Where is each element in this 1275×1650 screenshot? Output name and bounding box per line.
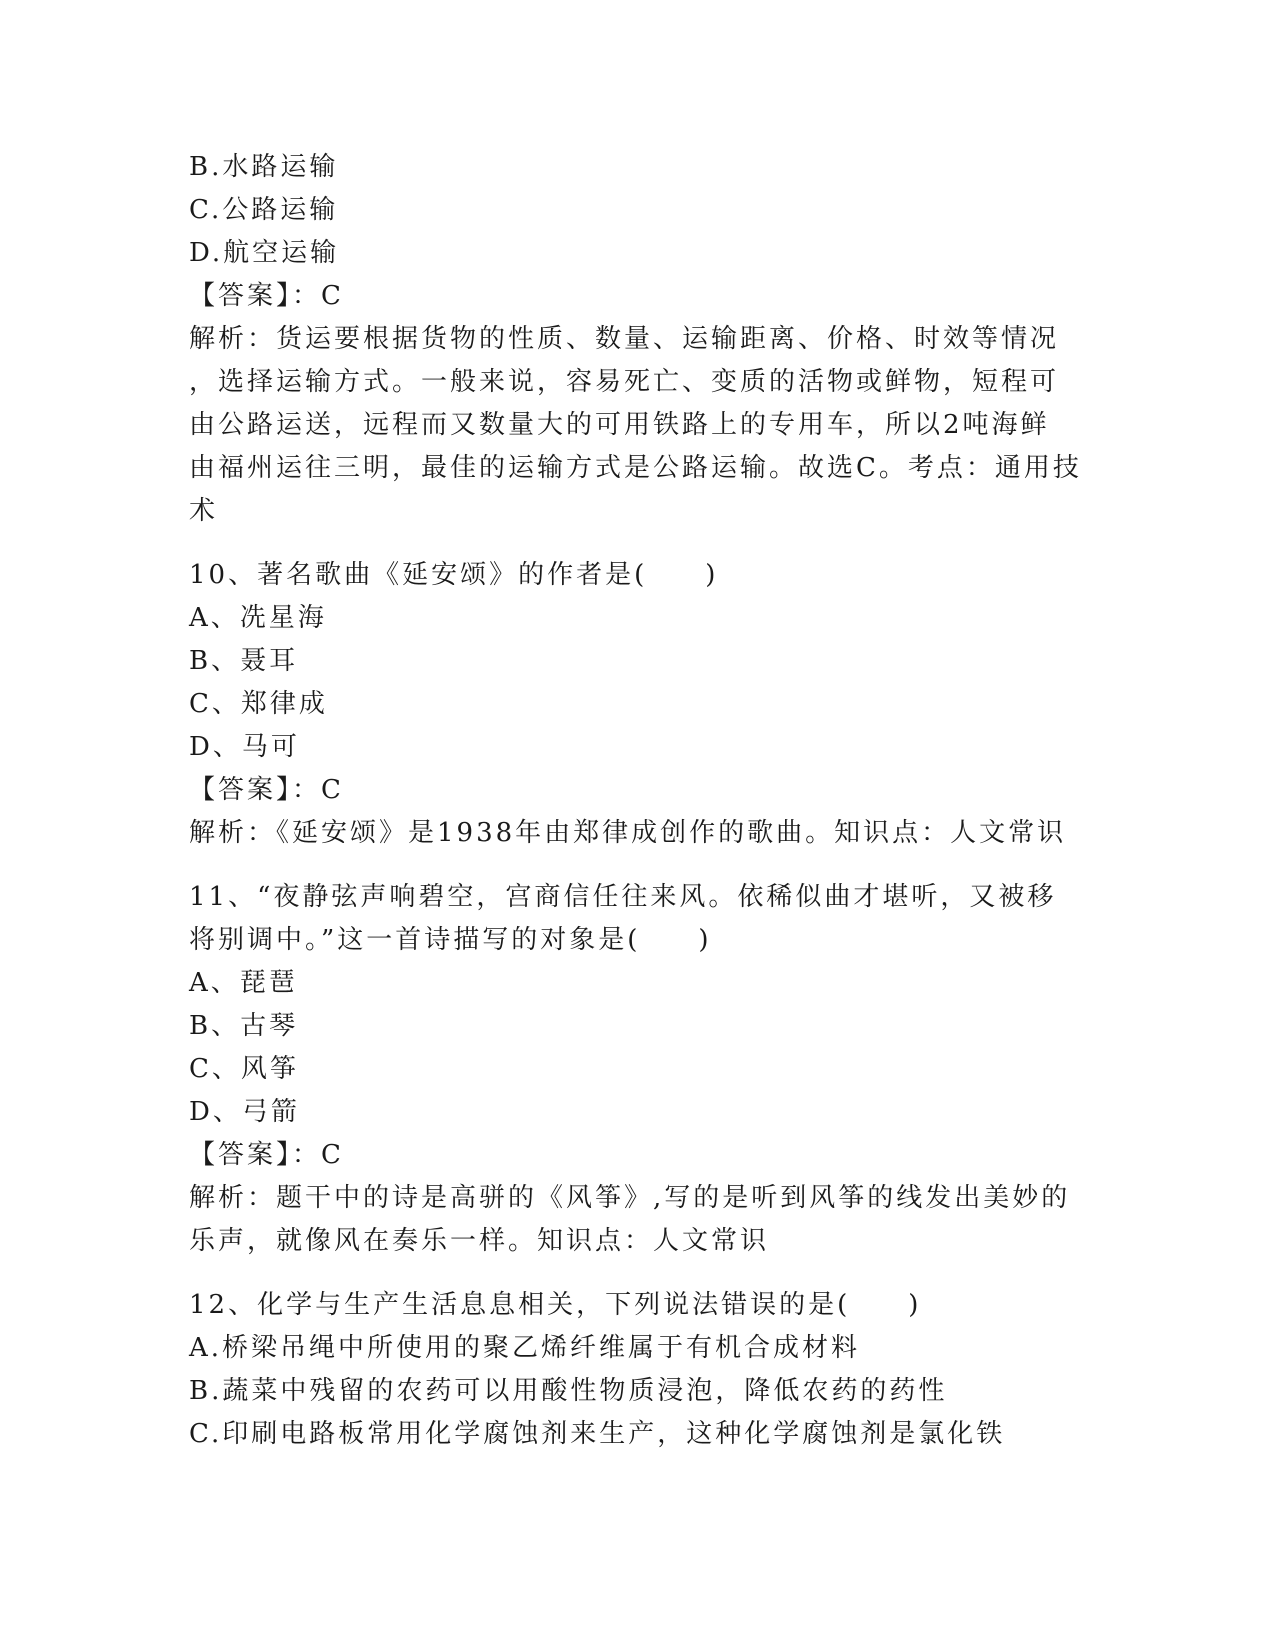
question-12-block [189,1284,1089,1456]
q10-option-b: B、聂耳 [189,646,299,676]
q9-option-c: C.公路运输 [189,195,339,225]
q10-option-d: D、马可 [189,732,300,762]
q12-option-c: C.印刷电路板常用化学腐蚀剂来生产，这种化学腐蚀剂是氯化铁 [189,1419,1006,1449]
q10-option-a: A、冼星海 [189,603,327,633]
question-10-block [189,554,1089,855]
q11-option-d: D、弓箭 [189,1097,300,1127]
q11-answer: 【答案】：C [189,1140,344,1170]
q9-option-b: B.水路运输 [189,152,339,182]
q10-analysis-line-1: 解析：《延安颂》是1938年由郑律成创作的歌曲。知识点：人文常识 [189,818,1067,848]
q9-answer: 【答案】：C [189,281,344,311]
q9-analysis-line-1: 解析：货运要根据货物的性质、数量、运输距离、价格、时效等情况 [189,324,1060,354]
q12-option-a: A.桥梁吊绳中所使用的聚乙烯纤维属于有机合成材料 [189,1333,861,1363]
question-11-block [189,876,1089,1263]
q11-option-b: B、古琴 [189,1011,299,1041]
q11-analysis-line-2: 乐声，就像风在奏乐一样。知识点：人文常识 [189,1226,770,1256]
q9-analysis-line-2: ，选择运输方式。一般来说，容易死亡、变质的活物或鲜物，短程可 [189,367,1060,397]
q9-analysis-line-4: 由福州运往三明，最佳的运输方式是公路运输。故选C。考点：通用技 [189,453,1082,483]
q9-analysis-line-5: 术 [189,496,219,526]
spacer [189,1263,1089,1284]
q9-option-d: D.航空运输 [189,238,340,268]
q11-question-line-1: 11、“夜静弦声响碧空，宫商信任往来风。依稀似曲才堪听，又被移 [189,882,1057,912]
q10-answer: 【答案】：C [189,775,344,805]
document-page [189,146,1089,1456]
q10-option-c: C、郑律成 [189,689,328,719]
q12-question: 12、化学与生产生活息息相关，下列说法错误的是( ) [189,1290,922,1320]
q9-analysis-line-3: 由公路运送，远程而又数量大的可用铁路上的专用车，所以2吨海鲜 [189,410,1050,440]
q10-question: 10、著名歌曲《延安颂》的作者是( ) [189,560,719,590]
spacer [189,533,1089,554]
q12-option-b: B.蔬菜中残留的农药可以用酸性物质浸泡，降低农药的药性 [189,1376,948,1406]
q11-question-line-2: 将别调中。”这一首诗描写的对象是( ) [189,925,712,955]
q11-option-c: C、风筝 [189,1054,299,1084]
question-9-block [189,146,1089,533]
q11-option-a: A、琵琶 [189,968,298,998]
spacer [189,855,1089,876]
q11-analysis-line-1: 解析：题干中的诗是高骈的《风筝》,写的是听到风筝的线发出美妙的 [189,1183,1071,1213]
